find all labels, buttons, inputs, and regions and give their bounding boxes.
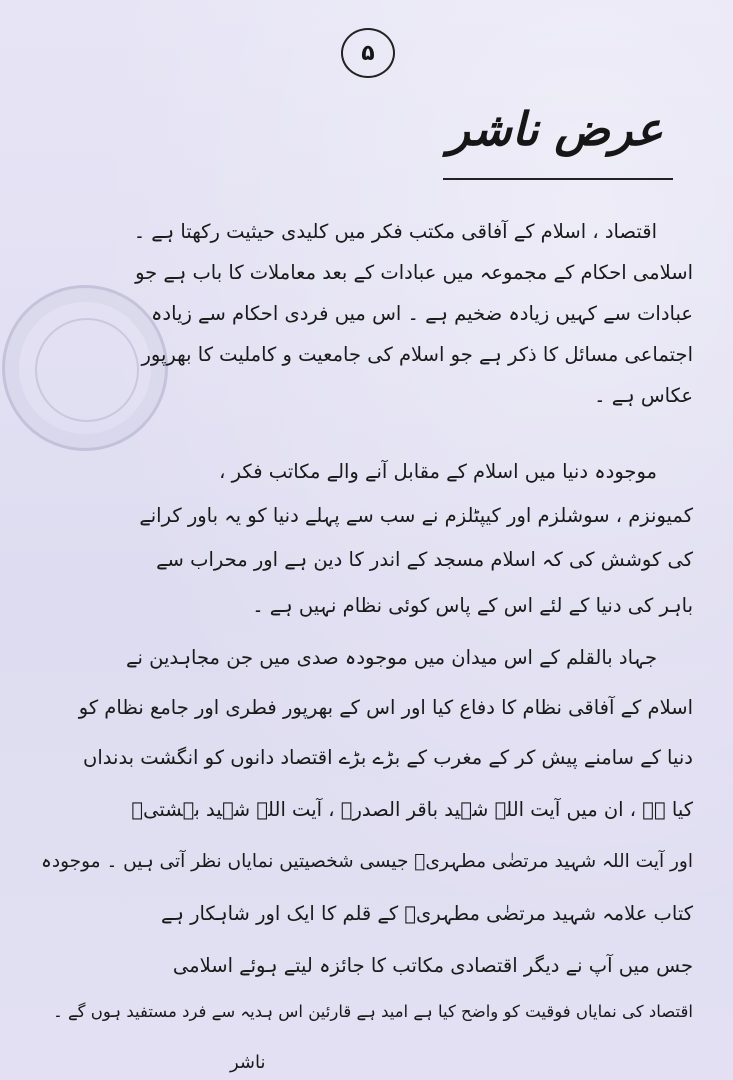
text-line: کیا ہے ، ان میں آیت اللہ شہید باقر الصدرؒ ، آیت اللہ شہید بہشتیؒ <box>131 798 693 821</box>
text-line: اجتماعی مسائل کا ذکر ہے جو اسلام کی جامعیت و کاملیت کا بھرپور <box>141 343 693 366</box>
text-line: اقتصاد ، اسلام کے آفاقی مکتب فکر میں کلیدی حیثیت رکھتا ہے ۔ <box>133 220 657 243</box>
text-line: عکاس ہے ۔ <box>594 384 693 407</box>
page-heading: عرض ناشر <box>447 102 663 156</box>
text-line: دنیا کے سامنے پیش کر کے مغرب کے بڑے بڑے اقتصاد دانوں کو انگشت بدنداں <box>83 746 693 769</box>
text-line: کی کوشش کی کہ اسلام مسجد کے اندر کا دین ہے اور محراب سے <box>156 548 693 571</box>
signature: ناشر <box>230 1052 266 1073</box>
text-line: جہاد بالقلم کے اس میدان میں موجودہ صدی میں جن مجاہدین نے <box>126 646 657 669</box>
heading-block <box>443 102 663 182</box>
text-line: اسلامی احکام کے مجموعہ میں عبادات کے بعد معاملات کا باب ہے جو <box>135 261 693 284</box>
text-line: اور آیت اللہ شہید مرتضٰی مطہریؒ جیسی شخصیتیں نمایاں نظر آتی ہیں ۔ موجودہ <box>41 851 693 872</box>
page-number: ۵ <box>341 28 395 78</box>
text-line: باہر کی دنیا کے لئے اس کے پاس کوئی نظام نہیں ہے ۔ <box>252 594 693 617</box>
text-line: اسلام کے آفاقی نظام کا دفاع کیا اور اس کے بھرپور فطری اور جامع نظام کو <box>78 696 693 719</box>
text-line: کتاب علامہ شہید مرتضٰی مطہریؒ کے قلم کا ایک اور شاہکار ہے <box>161 902 693 925</box>
text-line: جس میں آپ نے دیگر اقتصادی مکاتب کا جائزہ لیتے ہوئے اسلامی <box>172 954 693 977</box>
text-line: عبادات سے کہیں زیادہ ضخیم ہے ۔ اس میں فردی احکام سے زیادہ <box>150 302 693 325</box>
text-line: اقتصاد کی نمایاں فوقیت کو واضح کیا ہے امید ہے قارئین اس ہدیہ سے فرد مستفید ہوں گے ۔ <box>53 1002 693 1021</box>
text-line: کمیونزم ، سوشلزم اور کیپٹلزم نے سب سے پہلے دنیا کو یہ باور کرانے <box>139 504 693 527</box>
text-line: موجودہ دنیا میں اسلام کے مقابل آنے والے مکاتب فکر ، <box>219 460 657 483</box>
heading-underline <box>443 178 673 180</box>
